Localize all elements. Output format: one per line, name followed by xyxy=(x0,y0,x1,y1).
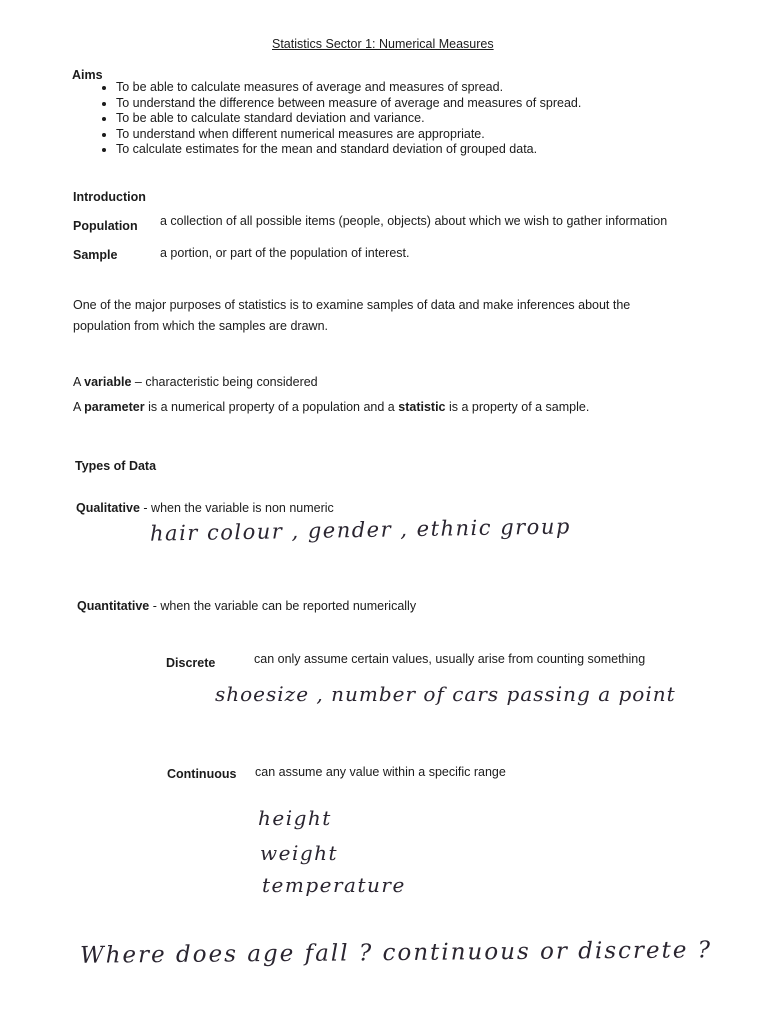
types-of-data-heading: Types of Data xyxy=(75,459,157,473)
qualitative-def: - when the variable is non numeric xyxy=(143,501,334,515)
sample-term: Sample xyxy=(73,248,118,262)
parameter-prefix: A xyxy=(73,400,81,414)
population-definition: a collection of all possible items (people, objects) about which we wish to gather information xyxy=(160,214,668,228)
variable-definition xyxy=(73,375,318,389)
qualitative-handwritten-note: hair colour , gender , ethnic group xyxy=(149,514,572,546)
quantitative-term: Quantitative xyxy=(77,599,150,613)
sample-definition: a portion, or part of the population of interest. xyxy=(160,246,410,260)
purpose-line-1: One of the major purposes of statistics is to examine samples of data and make inferences about the xyxy=(73,298,631,312)
aims-item: • To be able to calculate measures of average and measures of spread. xyxy=(116,80,581,96)
continuous-note-height: height xyxy=(258,806,332,830)
continuous-definition: can assume any value within a specific range xyxy=(255,765,506,779)
qualitative-term: Qualitative xyxy=(76,501,140,515)
quantitative-def: - when the variable can be reported numerically xyxy=(152,599,417,613)
variable-rest: – characteristic being considered xyxy=(134,375,318,389)
qualitative-definition xyxy=(76,501,334,515)
parameter-rest: is a property of a sample. xyxy=(448,400,590,414)
discrete-term: Discrete xyxy=(166,656,216,670)
aims-heading: Aims xyxy=(72,68,103,82)
aims-item: • To calculate estimates for the mean and standard deviation of grouped data. xyxy=(116,142,581,158)
aims-item: • To understand when different numerical measures are appropriate. xyxy=(116,127,581,143)
page-title: Statistics Sector 1: Numerical Measures xyxy=(272,37,494,51)
statistic-term: statistic xyxy=(398,400,446,414)
purpose-line-2: population from which the samples are drawn. xyxy=(73,319,328,333)
aims-list xyxy=(86,80,581,158)
variable-prefix: A xyxy=(73,375,81,389)
parameter-mid: is a numerical property of a population and a xyxy=(148,400,395,414)
continuous-note-weight: weight xyxy=(260,841,339,865)
continuous-note-temperature: temperature xyxy=(262,873,406,897)
continuous-term: Continuous xyxy=(167,767,237,781)
aims-item: • To understand the difference between measure of average and measures of spread. xyxy=(116,96,581,112)
population-term: Population xyxy=(73,219,138,233)
parameter-definition xyxy=(73,400,589,414)
aims-item: • To be able to calculate standard deviation and variance. xyxy=(116,111,581,127)
discrete-definition: can only assume certain values, usually arise from counting something xyxy=(254,652,646,666)
question-handwritten-note: Where does age fall ? continuous or discrete ? xyxy=(79,937,713,969)
parameter-term: parameter xyxy=(84,400,145,414)
introduction-heading: Introduction xyxy=(73,190,146,204)
quantitative-definition xyxy=(77,599,416,613)
variable-term: variable xyxy=(84,375,132,389)
discrete-handwritten-note: shoesize , number of cars passing a point xyxy=(215,682,676,706)
